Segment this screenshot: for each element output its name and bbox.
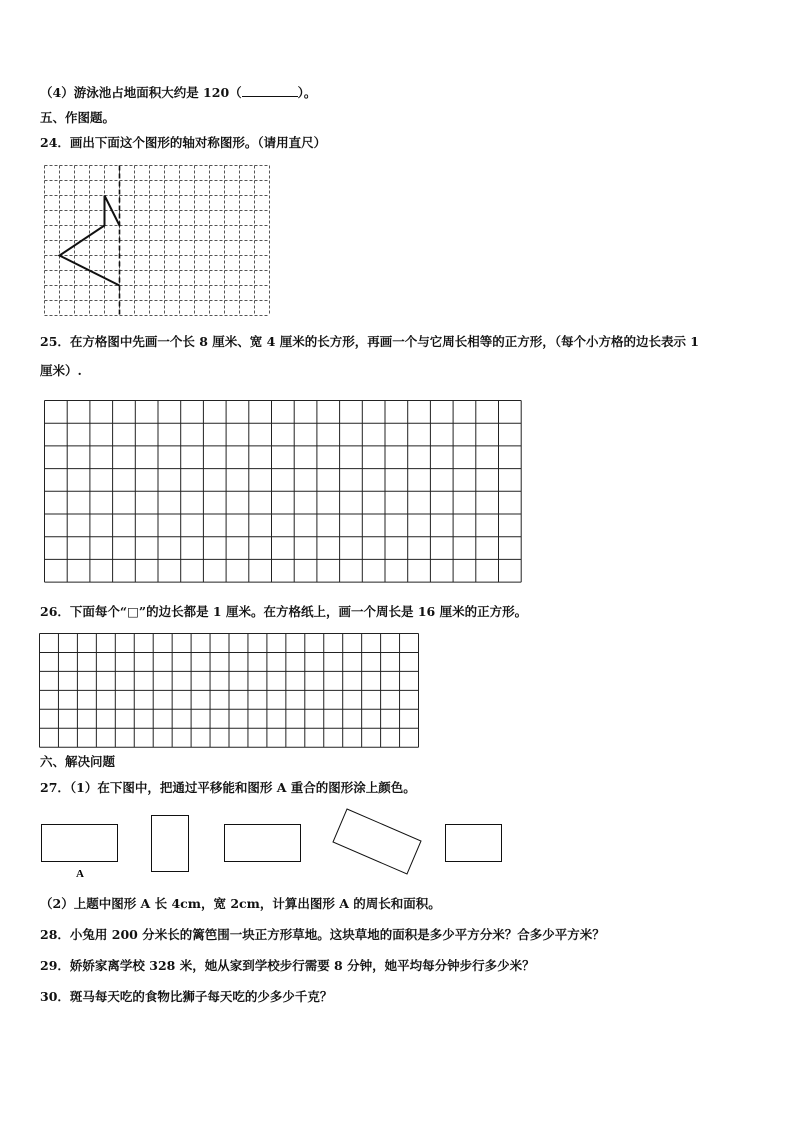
- q26-text: 26．下面每个“□”的边长都是 1 厘米。在方格纸上，画一个周长是 16 厘米的正方形。: [40, 604, 528, 619]
- q28-text: 28．小兔用 200 分米长的篱笆围一块正方形草地。这块草地的面积是多少平方分米？合多少平方米？: [40, 927, 605, 942]
- vertical-rectangle[interactable]: [152, 816, 189, 872]
- section6-title: 六、解决问题: [40, 754, 116, 769]
- rotated-rectangle[interactable]: [333, 809, 421, 874]
- q23-part4: [40, 84, 316, 101]
- q25-square-grid[interactable]: [44, 400, 524, 585]
- q25-text-line1: 25．在方格图中先画一个长 8 厘米、宽 4 厘米的长方形，再画一个与它周长相等的正方形，（每个小方格的边长表示 1: [40, 334, 699, 349]
- horizontal-rectangle[interactable]: [225, 825, 301, 862]
- section5-title: 五、作图题。: [40, 110, 116, 125]
- q27-part2-text: （2）上题中图形 A 长 4cm，宽 2cm，计算出图形 A 的周长和面积。: [40, 896, 441, 911]
- q26-square-grid[interactable]: [39, 633, 421, 749]
- shape-a-rectangle[interactable]: [42, 825, 118, 862]
- answer-blank[interactable]: [242, 84, 298, 97]
- q24-text: 24．画出下面这个图形的轴对称图形。（请用直尺）: [40, 135, 327, 150]
- q24-dashed-grid[interactable]: [44, 165, 274, 315]
- q27-shapes: [0, 805, 794, 885]
- q23-part4-suffix: ）。: [297, 85, 317, 100]
- q27-part1-text: 27．（1）在下图中，把通过平移能和图形 A 重合的图形涂上颜色。: [40, 780, 416, 795]
- q30-text: 30．斑马每天吃的食物比狮子每天吃的少多少千克？: [40, 989, 333, 1004]
- small-rectangle[interactable]: [446, 825, 502, 862]
- shape-a-label: A: [76, 868, 84, 880]
- q23-part4-prefix: （4）游泳池占地面积大约是 120（: [40, 85, 242, 100]
- q25-text-line2: 厘米）.: [40, 363, 82, 378]
- q29-text: 29．娇娇家离学校 328 米，她从家到学校步行需要 8 分钟，她平均每分钟步行多少米？: [40, 958, 535, 973]
